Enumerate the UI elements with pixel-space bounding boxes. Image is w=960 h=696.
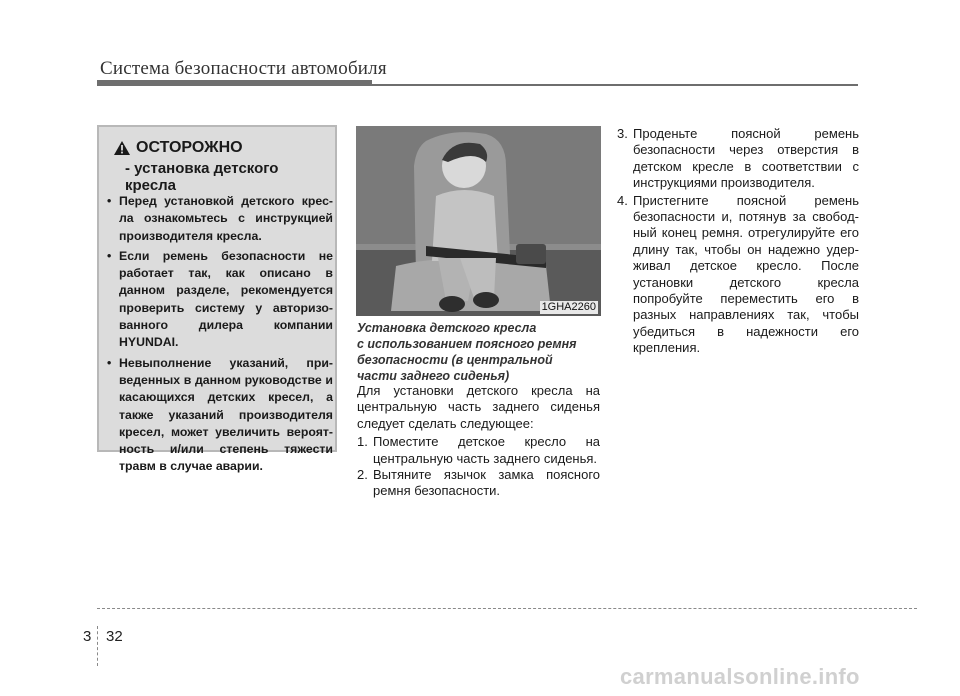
warning-item: • Если ремень безопасности не работает так, как описано в данном разделе, рекомендуется проверить систему у авторизо-ванного дилера компании HYUNDAI.	[105, 248, 333, 352]
child-seat-illustration	[356, 126, 601, 316]
watermark: carmanualsonline.info	[620, 664, 860, 689]
page-header-title: Система безопасности автомобиля	[100, 58, 387, 79]
child-seat-photo	[356, 126, 601, 316]
section-number: 3	[83, 628, 92, 645]
step-item	[357, 467, 600, 500]
warning-item: • Невыполнение указаний, при-веденных в данном руководстве и касающихся детских кресел, а также указаний производителя кресел, может увеличить вероят-ность и/или степень тяжести травм в случае аварии.	[105, 355, 333, 476]
step-text: Пристегните поясной ремень безопасности и, потянув за свобод-ный конец ремня. отрегулируйте его длину так, чтобы он надежно удер-живал детское кресло. После установки детского кресла попробуйте переместить его в разных направлениях так, чтобы убедиться в надежности его крепления.	[633, 192, 859, 356]
step-number: 1.	[357, 434, 368, 450]
caption-line: части заднего сиденья)	[357, 369, 510, 383]
step-text: Проденьте поясной ремень безопасности через отверстия в детском кресле в соответствии с инструкциями производителя.	[633, 126, 859, 191]
warning-subtitle: - установка детского кресла	[125, 160, 279, 194]
step-number: 3.	[617, 126, 628, 141]
figure-code: 1GHA2260	[541, 301, 596, 313]
instructions-right	[617, 126, 859, 358]
step-number: 4.	[617, 192, 628, 208]
instructions-middle	[357, 383, 600, 500]
step-text: Поместите детское кресло на центральную часть заднего сиденья.	[373, 434, 600, 466]
page-number: 32	[106, 628, 123, 645]
caption-line: безопасности (в центральной	[357, 353, 553, 367]
steps-list	[357, 434, 600, 500]
warning-triangle-icon	[113, 140, 131, 156]
figure-caption	[357, 320, 602, 384]
warning-title: ОСТОРОЖНО	[136, 139, 243, 156]
caption-line: Установка детского кресла	[357, 321, 537, 335]
header-rule-thin	[372, 84, 858, 86]
step-item	[357, 434, 600, 467]
caption-line: с использованием поясного ремня	[357, 337, 577, 351]
header-rule-thick	[97, 80, 372, 86]
step-text: Вытяните язычок замка поясного ремня безопасности.	[373, 467, 600, 499]
warning-heading	[113, 139, 243, 157]
warning-list	[105, 193, 333, 479]
step-item	[617, 193, 859, 357]
warning-box	[97, 125, 337, 474]
step-number: 2.	[357, 467, 368, 483]
footer-separator	[97, 626, 98, 666]
step-item	[617, 126, 859, 192]
intro-paragraph: Для установки детского кресла на центральную часть заднего сиденья следует сделать следующее:	[357, 383, 600, 431]
footer-rule	[97, 608, 917, 609]
warning-item: • Перед установкой детского крес-ла ознакомьтесь с инструкцией производителя кресла.	[105, 193, 333, 245]
